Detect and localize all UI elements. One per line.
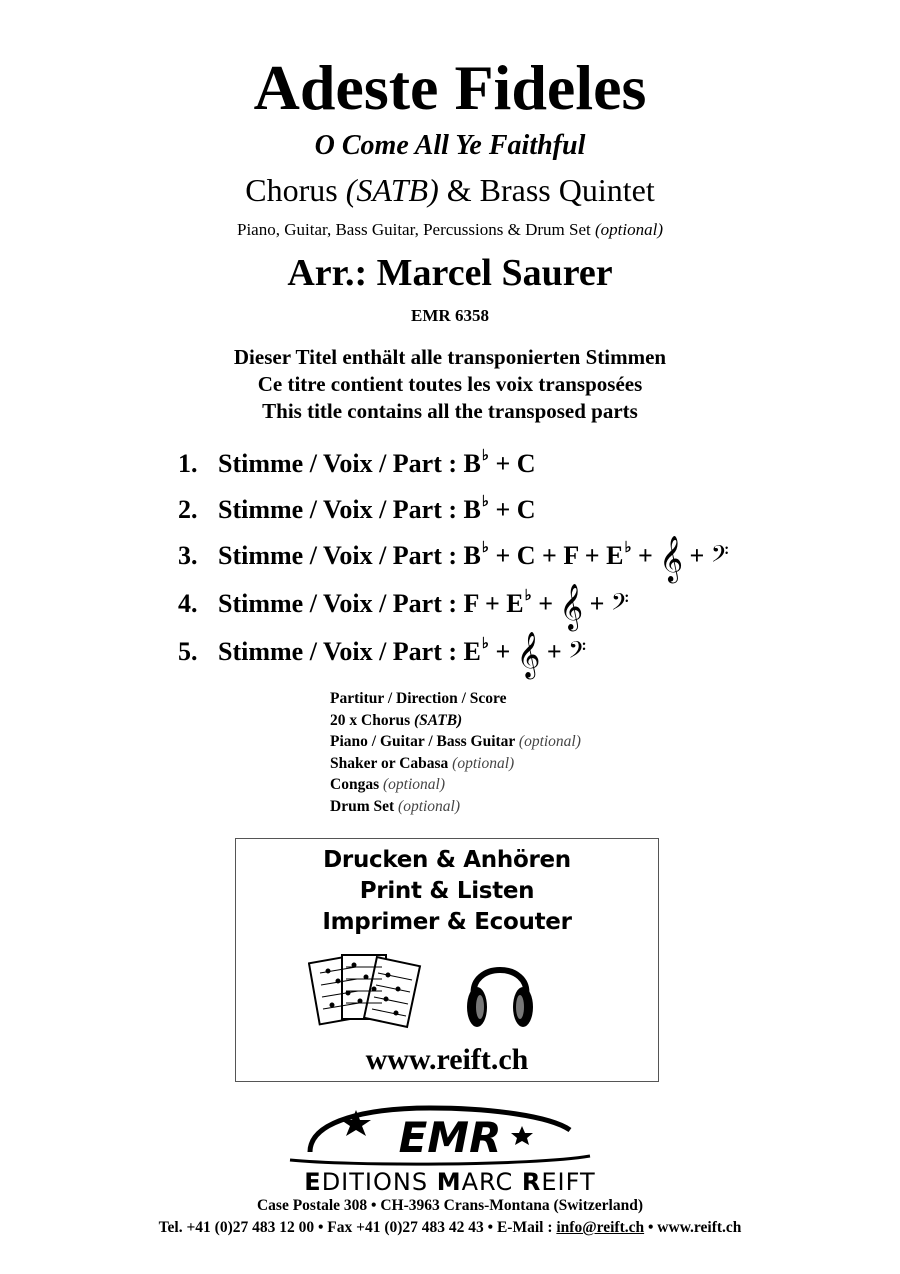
contents-satb: (SATB): [413, 711, 463, 729]
optional-label: (optional): [594, 220, 663, 239]
flat-icon: ♭: [481, 636, 489, 652]
instrumentation-satb: (SATB): [345, 172, 439, 208]
contents-drums-text: Drum Set: [330, 797, 399, 815]
arranger: Arr.: Marcel Saurer: [287, 252, 613, 294]
part-number: 5.: [178, 637, 198, 666]
part-row-3: [178, 525, 729, 582]
plus-sign: +: [583, 589, 611, 618]
transposed-de: Dieser Titel enthält alle transponierten Stimmen: [233, 345, 667, 369]
key-c: + C: [488, 495, 536, 524]
contact-phone-fax: Tel. +41 (0)27 483 12 00 • Fax +41 (0)27 483 42 43 • E-Mail :: [158, 1219, 557, 1236]
contents-chorus-text: 20 x Chorus: [330, 711, 414, 729]
contents-shaker: [330, 753, 581, 775]
print-listen-box: [235, 838, 659, 1082]
instrumentation: [0, 170, 900, 210]
email-link[interactable]: info@reift.ch: [556, 1219, 645, 1236]
part-label: Stimme / Voix / Part :: [218, 449, 464, 478]
contents-chorus: [330, 710, 581, 732]
key-c: + C: [488, 449, 536, 478]
instrumentation-chorus: Chorus: [245, 172, 346, 208]
key-c-f-e: + C + F + E: [488, 541, 624, 570]
part-label: Stimme / Voix / Part :: [218, 589, 464, 618]
promo-url[interactable]: www.reift.ch: [365, 1043, 529, 1076]
part-label: Stimme / Voix / Part :: [218, 495, 464, 524]
key-f-e: F + E: [463, 589, 524, 618]
contents-score: Partitur / Direction / Score: [330, 690, 507, 707]
publisher-e: E: [304, 1168, 322, 1196]
bass-clef-icon: 𝄢: [610, 588, 629, 621]
promo-en: Print & Listen: [359, 878, 535, 904]
part-number: 4.: [178, 589, 198, 618]
contact-website[interactable]: • www.reift.ch: [644, 1219, 742, 1236]
flat-icon: ♭: [524, 588, 532, 604]
promo-fr: Imprimer & Ecouter: [322, 909, 572, 935]
contents-congas-text: Congas: [330, 776, 383, 793]
publisher-address: Case Postale 308 • CH-3963 Crans-Montana (Switzerland): [256, 1197, 643, 1214]
emr-logo-icon: [230, 1100, 670, 1172]
bass-clef-icon: 𝄢: [710, 540, 729, 573]
key-b: B: [463, 449, 481, 478]
flat-icon: ♭: [624, 540, 632, 556]
contents-drums: [330, 796, 581, 818]
contents-piano: [330, 731, 581, 753]
contents-shaker-text: Shaker or Cabasa: [330, 754, 453, 772]
transposed-en: This title contains all the transposed parts: [262, 399, 638, 423]
page-subtitle: O Come All Ye Faithful: [314, 130, 586, 161]
key-b: B: [463, 495, 481, 524]
key-b: B: [463, 541, 481, 570]
page-title: Adeste Fideles: [253, 52, 647, 123]
contents-congas: [330, 774, 581, 796]
publisher-contact: [0, 1217, 900, 1239]
optional-label: (optional): [452, 754, 515, 772]
part-label: Stimme / Voix / Part :: [218, 541, 464, 570]
key-e: E: [463, 637, 481, 666]
publisher-name: [0, 1168, 900, 1196]
part-row-2: [178, 479, 536, 525]
promo-de: Drucken & Anhören: [323, 847, 571, 873]
treble-clef-icon: 𝄞: [659, 536, 683, 582]
transposed-notice: [0, 344, 900, 425]
contents-list: [330, 688, 581, 817]
plus-sign: +: [488, 637, 517, 666]
treble-clef-icon: 𝄞: [559, 584, 584, 630]
plus-sign: +: [682, 541, 711, 570]
plus-sign: +: [540, 637, 569, 666]
logo-text: EMR: [398, 1113, 502, 1162]
flat-icon: ♭: [481, 540, 489, 556]
publisher-ditions: DITIONS: [321, 1168, 437, 1196]
plus-sign: +: [631, 541, 660, 570]
publisher-eift: EIFT: [541, 1168, 596, 1196]
plus-sign: +: [531, 589, 560, 618]
publisher-r: R: [521, 1168, 542, 1196]
part-label: Stimme / Voix / Part :: [218, 637, 464, 666]
part-number: 1.: [178, 449, 198, 478]
publisher-arc: ARC: [461, 1168, 522, 1196]
optional-instruments-text: Piano, Guitar, Bass Guitar, Percussions & Drum Set: [237, 220, 595, 239]
transposed-fr: Ce titre contient toutes les voix transposées: [257, 372, 643, 396]
part-row-5: [178, 621, 587, 678]
publisher-m: M: [436, 1168, 462, 1196]
part-number: 2.: [178, 495, 198, 524]
part-row-1: [178, 433, 536, 479]
instrumentation-brass: & Brass Quintet: [438, 172, 655, 208]
optional-label: (optional): [518, 733, 581, 750]
flat-icon: ♭: [481, 448, 489, 464]
optional-label: (optional): [382, 776, 445, 793]
treble-clef-icon: 𝄞: [516, 632, 541, 678]
optional-label: (optional): [398, 797, 461, 815]
headphones-icon: [464, 947, 536, 1035]
sheet-music-icon: [308, 949, 424, 1033]
part-number: 3.: [178, 541, 198, 570]
part-row-4: [178, 573, 629, 630]
catalog-number: EMR 6358: [411, 306, 489, 325]
contents-piano-text: Piano / Guitar / Bass Guitar: [330, 733, 519, 750]
flat-icon: ♭: [481, 494, 489, 510]
optional-instruments: [0, 219, 900, 241]
bass-clef-icon: 𝄢: [568, 636, 587, 669]
